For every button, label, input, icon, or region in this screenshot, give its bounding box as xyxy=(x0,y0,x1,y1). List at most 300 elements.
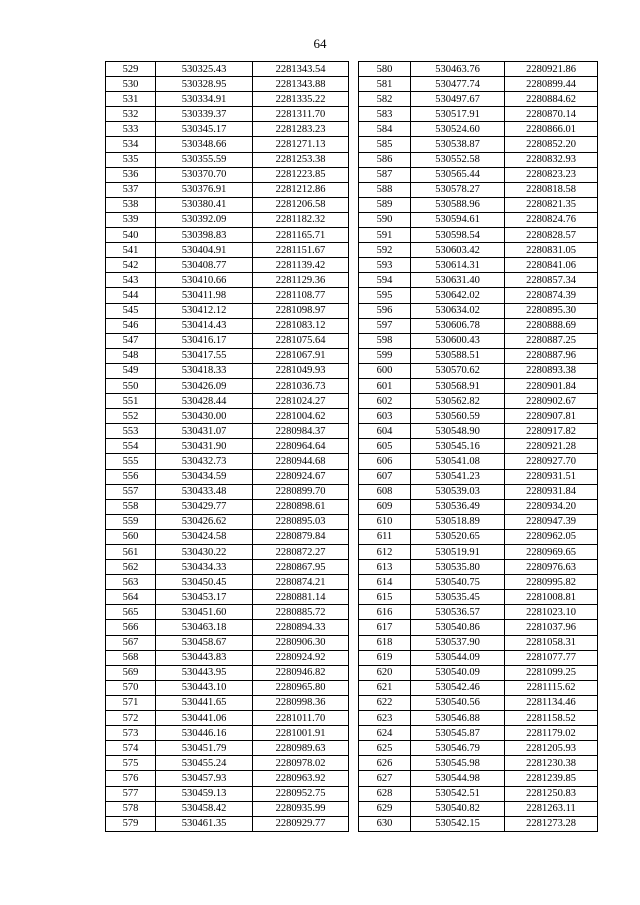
table-row xyxy=(106,378,349,393)
y-coordinate-cell: 2281206.58 xyxy=(253,197,349,212)
y-coordinate-cell: 2281098.97 xyxy=(253,303,349,318)
table-row xyxy=(359,469,598,484)
table-row xyxy=(359,726,598,741)
y-coordinate-cell: 2281151.67 xyxy=(253,243,349,258)
x-coordinate-cell: 530540.82 xyxy=(411,801,505,816)
table-row xyxy=(106,454,349,469)
table-row xyxy=(106,590,349,605)
page-number: 64 xyxy=(313,36,327,51)
y-coordinate-cell: 2281212.86 xyxy=(253,182,349,197)
y-coordinate-cell: 2281011.70 xyxy=(253,711,349,726)
x-coordinate-cell: 530429.77 xyxy=(156,499,253,514)
point-number-cell: 533 xyxy=(106,122,156,137)
y-coordinate-cell: 2281134.46 xyxy=(505,695,598,710)
point-number-cell: 570 xyxy=(106,680,156,695)
table-row xyxy=(359,529,598,544)
x-coordinate-cell: 530408.77 xyxy=(156,258,253,273)
x-coordinate-cell: 530453.17 xyxy=(156,590,253,605)
table-row xyxy=(359,560,598,575)
y-coordinate-cell: 2281283.23 xyxy=(253,122,349,137)
table-row xyxy=(359,590,598,605)
table-row xyxy=(106,107,349,122)
table-row xyxy=(106,62,349,77)
point-number-cell: 531 xyxy=(106,92,156,107)
y-coordinate-cell: 2281343.88 xyxy=(253,77,349,92)
y-coordinate-cell: 2280857.34 xyxy=(505,273,598,288)
y-coordinate-cell: 2281335.22 xyxy=(253,92,349,107)
x-coordinate-cell: 530348.66 xyxy=(156,137,253,152)
x-coordinate-cell: 530600.43 xyxy=(411,333,505,348)
point-number-cell: 564 xyxy=(106,590,156,605)
point-number-cell: 561 xyxy=(106,545,156,560)
point-number-cell: 597 xyxy=(359,318,411,333)
y-coordinate-cell: 2281263.11 xyxy=(505,801,598,816)
x-coordinate-cell: 530519.91 xyxy=(411,545,505,560)
point-number-cell: 554 xyxy=(106,439,156,454)
point-number-cell: 594 xyxy=(359,273,411,288)
point-number-cell: 557 xyxy=(106,484,156,499)
table-row xyxy=(106,212,349,227)
y-coordinate-cell: 2280927.70 xyxy=(505,454,598,469)
point-number-cell: 572 xyxy=(106,711,156,726)
y-coordinate-cell: 2281004.62 xyxy=(253,409,349,424)
table-row xyxy=(359,439,598,454)
point-number-cell: 576 xyxy=(106,771,156,786)
y-coordinate-cell: 2280907.81 xyxy=(505,409,598,424)
table-row xyxy=(106,273,349,288)
x-coordinate-cell: 530412.12 xyxy=(156,303,253,318)
point-number-cell: 577 xyxy=(106,786,156,801)
y-coordinate-cell: 2281205.93 xyxy=(505,741,598,756)
x-coordinate-cell: 530545.98 xyxy=(411,756,505,771)
x-coordinate-cell: 530542.46 xyxy=(411,680,505,695)
point-number-cell: 562 xyxy=(106,560,156,575)
table-row xyxy=(106,771,349,786)
table-row xyxy=(106,228,349,243)
y-coordinate-cell: 2281253.38 xyxy=(253,152,349,167)
point-number-cell: 609 xyxy=(359,499,411,514)
x-coordinate-cell: 530570.62 xyxy=(411,363,505,378)
point-number-cell: 546 xyxy=(106,318,156,333)
point-number-cell: 604 xyxy=(359,424,411,439)
y-coordinate-cell: 2280898.61 xyxy=(253,499,349,514)
y-coordinate-cell: 2281108.77 xyxy=(253,288,349,303)
y-coordinate-cell: 2280998.36 xyxy=(253,695,349,710)
point-number-cell: 538 xyxy=(106,197,156,212)
y-coordinate-cell: 2280944.68 xyxy=(253,454,349,469)
y-coordinate-cell: 2281165.71 xyxy=(253,228,349,243)
table-row xyxy=(106,424,349,439)
table-row xyxy=(359,167,598,182)
table-row xyxy=(359,575,598,590)
point-number-cell: 547 xyxy=(106,333,156,348)
y-coordinate-cell: 2280935.99 xyxy=(253,801,349,816)
y-coordinate-cell: 2280895.03 xyxy=(253,514,349,529)
table-row xyxy=(359,363,598,378)
x-coordinate-cell: 530539.03 xyxy=(411,484,505,499)
x-coordinate-cell: 530545.16 xyxy=(411,439,505,454)
table-row xyxy=(359,77,598,92)
y-coordinate-cell: 2280984.37 xyxy=(253,424,349,439)
point-number-cell: 553 xyxy=(106,424,156,439)
coordinates-table-right xyxy=(358,61,598,832)
y-coordinate-cell: 2281049.93 xyxy=(253,363,349,378)
table-row xyxy=(106,439,349,454)
table-row xyxy=(359,212,598,227)
x-coordinate-cell: 530443.83 xyxy=(156,650,253,665)
table-row xyxy=(359,771,598,786)
x-coordinate-cell: 530443.10 xyxy=(156,680,253,695)
x-coordinate-cell: 530404.91 xyxy=(156,243,253,258)
x-coordinate-cell: 530544.98 xyxy=(411,771,505,786)
point-number-cell: 611 xyxy=(359,529,411,544)
x-coordinate-cell: 530540.75 xyxy=(411,575,505,590)
table-row xyxy=(359,695,598,710)
table-row xyxy=(359,605,598,620)
y-coordinate-cell: 2280872.27 xyxy=(253,545,349,560)
x-coordinate-cell: 530541.08 xyxy=(411,454,505,469)
x-coordinate-cell: 530560.59 xyxy=(411,409,505,424)
y-coordinate-cell: 2280931.84 xyxy=(505,484,598,499)
point-number-cell: 578 xyxy=(106,801,156,816)
x-coordinate-cell: 530411.98 xyxy=(156,288,253,303)
y-coordinate-cell: 2281139.42 xyxy=(253,258,349,273)
point-number-cell: 549 xyxy=(106,363,156,378)
point-number-cell: 615 xyxy=(359,590,411,605)
x-coordinate-cell: 530431.90 xyxy=(156,439,253,454)
x-coordinate-cell: 530428.44 xyxy=(156,394,253,409)
y-coordinate-cell: 2280934.20 xyxy=(505,499,598,514)
x-coordinate-cell: 530463.76 xyxy=(411,62,505,77)
x-coordinate-cell: 530614.31 xyxy=(411,258,505,273)
table-row xyxy=(106,318,349,333)
x-coordinate-cell: 530441.65 xyxy=(156,695,253,710)
point-number-cell: 535 xyxy=(106,152,156,167)
table-row xyxy=(359,258,598,273)
x-coordinate-cell: 530426.62 xyxy=(156,514,253,529)
point-number-cell: 581 xyxy=(359,77,411,92)
x-coordinate-cell: 530450.45 xyxy=(156,575,253,590)
y-coordinate-cell: 2280884.62 xyxy=(505,92,598,107)
x-coordinate-cell: 530540.86 xyxy=(411,620,505,635)
y-coordinate-cell: 2280969.65 xyxy=(505,545,598,560)
y-coordinate-cell: 2281001.91 xyxy=(253,726,349,741)
point-number-cell: 617 xyxy=(359,620,411,635)
y-coordinate-cell: 2280995.82 xyxy=(505,575,598,590)
x-coordinate-cell: 530424.58 xyxy=(156,529,253,544)
point-number-cell: 568 xyxy=(106,650,156,665)
x-coordinate-cell: 530588.96 xyxy=(411,197,505,212)
point-number-cell: 575 xyxy=(106,756,156,771)
point-number-cell: 600 xyxy=(359,363,411,378)
y-coordinate-cell: 2281311.70 xyxy=(253,107,349,122)
y-coordinate-cell: 2281223.85 xyxy=(253,167,349,182)
x-coordinate-cell: 530370.70 xyxy=(156,167,253,182)
y-coordinate-cell: 2280963.92 xyxy=(253,771,349,786)
table-row xyxy=(359,650,598,665)
table-row xyxy=(106,575,349,590)
x-coordinate-cell: 530536.57 xyxy=(411,605,505,620)
x-coordinate-cell: 530520.65 xyxy=(411,529,505,544)
table-row xyxy=(106,303,349,318)
table-row xyxy=(106,786,349,801)
x-coordinate-cell: 530339.37 xyxy=(156,107,253,122)
y-coordinate-cell: 2281230.38 xyxy=(505,756,598,771)
y-coordinate-cell: 2280874.21 xyxy=(253,575,349,590)
x-coordinate-cell: 530497.67 xyxy=(411,92,505,107)
table-row xyxy=(106,167,349,182)
x-coordinate-cell: 530398.83 xyxy=(156,228,253,243)
point-number-cell: 551 xyxy=(106,394,156,409)
point-number-cell: 625 xyxy=(359,741,411,756)
point-number-cell: 624 xyxy=(359,726,411,741)
table-row xyxy=(359,197,598,212)
table-row xyxy=(106,545,349,560)
x-coordinate-cell: 530458.42 xyxy=(156,801,253,816)
table-row xyxy=(106,620,349,635)
x-coordinate-cell: 530542.15 xyxy=(411,816,505,831)
x-coordinate-cell: 530603.42 xyxy=(411,243,505,258)
x-coordinate-cell: 530451.79 xyxy=(156,741,253,756)
table-row xyxy=(106,363,349,378)
y-coordinate-cell: 2281024.27 xyxy=(253,394,349,409)
x-coordinate-cell: 530410.66 xyxy=(156,273,253,288)
point-number-cell: 618 xyxy=(359,635,411,650)
table-row xyxy=(359,545,598,560)
x-coordinate-cell: 530540.56 xyxy=(411,695,505,710)
y-coordinate-cell: 2280828.57 xyxy=(505,228,598,243)
x-coordinate-cell: 530578.27 xyxy=(411,182,505,197)
x-coordinate-cell: 530416.17 xyxy=(156,333,253,348)
x-coordinate-cell: 530546.88 xyxy=(411,711,505,726)
table-row xyxy=(106,605,349,620)
x-coordinate-cell: 530328.95 xyxy=(156,77,253,92)
table-row xyxy=(359,741,598,756)
point-number-cell: 610 xyxy=(359,514,411,529)
point-number-cell: 532 xyxy=(106,107,156,122)
table-row xyxy=(106,756,349,771)
point-number-cell: 574 xyxy=(106,741,156,756)
table-row xyxy=(106,469,349,484)
y-coordinate-cell: 2280921.86 xyxy=(505,62,598,77)
point-number-cell: 556 xyxy=(106,469,156,484)
x-coordinate-cell: 530441.06 xyxy=(156,711,253,726)
x-coordinate-cell: 530477.74 xyxy=(411,77,505,92)
y-coordinate-cell: 2280899.70 xyxy=(253,484,349,499)
y-coordinate-cell: 2281037.96 xyxy=(505,620,598,635)
table-row xyxy=(359,378,598,393)
y-coordinate-cell: 2280831.05 xyxy=(505,243,598,258)
point-number-cell: 603 xyxy=(359,409,411,424)
x-coordinate-cell: 530455.24 xyxy=(156,756,253,771)
point-number-cell: 563 xyxy=(106,575,156,590)
table-row xyxy=(359,107,598,122)
y-coordinate-cell: 2281115.62 xyxy=(505,680,598,695)
y-coordinate-cell: 2280952.75 xyxy=(253,786,349,801)
y-coordinate-cell: 2280879.84 xyxy=(253,529,349,544)
point-number-cell: 536 xyxy=(106,167,156,182)
table-row xyxy=(359,786,598,801)
table-row xyxy=(359,680,598,695)
x-coordinate-cell: 530451.60 xyxy=(156,605,253,620)
y-coordinate-cell: 2281179.02 xyxy=(505,726,598,741)
table-row xyxy=(359,318,598,333)
y-coordinate-cell: 2280901.84 xyxy=(505,378,598,393)
table-row xyxy=(359,499,598,514)
point-number-cell: 629 xyxy=(359,801,411,816)
table-row xyxy=(106,137,349,152)
point-number-cell: 623 xyxy=(359,711,411,726)
point-number-cell: 590 xyxy=(359,212,411,227)
y-coordinate-cell: 2281075.64 xyxy=(253,333,349,348)
y-coordinate-cell: 2280962.05 xyxy=(505,529,598,544)
x-coordinate-cell: 530458.67 xyxy=(156,635,253,650)
point-number-cell: 552 xyxy=(106,409,156,424)
x-coordinate-cell: 530568.91 xyxy=(411,378,505,393)
x-coordinate-cell: 530376.91 xyxy=(156,182,253,197)
x-coordinate-cell: 530540.09 xyxy=(411,665,505,680)
point-number-cell: 573 xyxy=(106,726,156,741)
point-number-cell: 537 xyxy=(106,182,156,197)
table-row xyxy=(106,243,349,258)
y-coordinate-cell: 2280824.76 xyxy=(505,212,598,227)
table-row xyxy=(106,665,349,680)
x-coordinate-cell: 530334.91 xyxy=(156,92,253,107)
table-row xyxy=(359,182,598,197)
point-number-cell: 614 xyxy=(359,575,411,590)
x-coordinate-cell: 530461.35 xyxy=(156,816,253,831)
table-row xyxy=(106,741,349,756)
y-coordinate-cell: 2280895.30 xyxy=(505,303,598,318)
point-number-cell: 544 xyxy=(106,288,156,303)
point-number-cell: 622 xyxy=(359,695,411,710)
x-coordinate-cell: 530634.02 xyxy=(411,303,505,318)
x-coordinate-cell: 530459.13 xyxy=(156,786,253,801)
point-number-cell: 591 xyxy=(359,228,411,243)
y-coordinate-cell: 2281077.77 xyxy=(505,650,598,665)
table-row xyxy=(106,348,349,363)
y-coordinate-cell: 2281273.28 xyxy=(505,816,598,831)
table-row xyxy=(106,333,349,348)
table-row xyxy=(106,635,349,650)
table-row xyxy=(359,288,598,303)
point-number-cell: 583 xyxy=(359,107,411,122)
point-number-cell: 613 xyxy=(359,560,411,575)
x-coordinate-cell: 530544.09 xyxy=(411,650,505,665)
point-number-cell: 567 xyxy=(106,635,156,650)
x-coordinate-cell: 530434.33 xyxy=(156,560,253,575)
y-coordinate-cell: 2281023.10 xyxy=(505,605,598,620)
table-row xyxy=(359,665,598,680)
table-row xyxy=(106,529,349,544)
x-coordinate-cell: 530535.45 xyxy=(411,590,505,605)
table-row xyxy=(359,756,598,771)
point-number-cell: 529 xyxy=(106,62,156,77)
x-coordinate-cell: 530443.95 xyxy=(156,665,253,680)
y-coordinate-cell: 2280852.20 xyxy=(505,137,598,152)
x-coordinate-cell: 530430.00 xyxy=(156,409,253,424)
y-coordinate-cell: 2280885.72 xyxy=(253,605,349,620)
x-coordinate-cell: 530565.44 xyxy=(411,167,505,182)
y-coordinate-cell: 2280899.44 xyxy=(505,77,598,92)
table-row xyxy=(106,499,349,514)
point-number-cell: 571 xyxy=(106,695,156,710)
table-row xyxy=(106,514,349,529)
point-number-cell: 530 xyxy=(106,77,156,92)
point-number-cell: 589 xyxy=(359,197,411,212)
table-row xyxy=(106,726,349,741)
x-coordinate-cell: 530457.93 xyxy=(156,771,253,786)
x-coordinate-cell: 530546.79 xyxy=(411,741,505,756)
table-row xyxy=(106,680,349,695)
point-number-cell: 628 xyxy=(359,786,411,801)
y-coordinate-cell: 2280887.96 xyxy=(505,348,598,363)
point-number-cell: 607 xyxy=(359,469,411,484)
x-coordinate-cell: 530548.90 xyxy=(411,424,505,439)
table-row xyxy=(359,409,598,424)
y-coordinate-cell: 2280924.92 xyxy=(253,650,349,665)
x-coordinate-cell: 530535.80 xyxy=(411,560,505,575)
y-coordinate-cell: 2281129.36 xyxy=(253,273,349,288)
point-number-cell: 586 xyxy=(359,152,411,167)
table-row xyxy=(106,152,349,167)
y-coordinate-cell: 2281058.31 xyxy=(505,635,598,650)
point-number-cell: 584 xyxy=(359,122,411,137)
x-coordinate-cell: 530345.17 xyxy=(156,122,253,137)
x-coordinate-cell: 530518.89 xyxy=(411,514,505,529)
point-number-cell: 593 xyxy=(359,258,411,273)
table-row xyxy=(359,137,598,152)
y-coordinate-cell: 2281036.73 xyxy=(253,378,349,393)
point-number-cell: 534 xyxy=(106,137,156,152)
table-row xyxy=(359,243,598,258)
y-coordinate-cell: 2281271.13 xyxy=(253,137,349,152)
table-row xyxy=(106,816,349,831)
point-number-cell: 555 xyxy=(106,454,156,469)
y-coordinate-cell: 2280832.93 xyxy=(505,152,598,167)
table-row xyxy=(106,77,349,92)
y-coordinate-cell: 2280965.80 xyxy=(253,680,349,695)
point-number-cell: 585 xyxy=(359,137,411,152)
point-number-cell: 543 xyxy=(106,273,156,288)
x-coordinate-cell: 530598.54 xyxy=(411,228,505,243)
y-coordinate-cell: 2280917.82 xyxy=(505,424,598,439)
point-number-cell: 582 xyxy=(359,92,411,107)
table-row xyxy=(359,711,598,726)
table-row xyxy=(106,484,349,499)
x-coordinate-cell: 530380.41 xyxy=(156,197,253,212)
x-coordinate-cell: 530594.61 xyxy=(411,212,505,227)
point-number-cell: 565 xyxy=(106,605,156,620)
table-row xyxy=(106,695,349,710)
y-coordinate-cell: 2280902.67 xyxy=(505,394,598,409)
point-number-cell: 595 xyxy=(359,288,411,303)
x-coordinate-cell: 530431.07 xyxy=(156,424,253,439)
x-coordinate-cell: 530325.43 xyxy=(156,62,253,77)
x-coordinate-cell: 530541.23 xyxy=(411,469,505,484)
point-number-cell: 596 xyxy=(359,303,411,318)
point-number-cell: 608 xyxy=(359,484,411,499)
y-coordinate-cell: 2280887.25 xyxy=(505,333,598,348)
point-number-cell: 592 xyxy=(359,243,411,258)
table-row xyxy=(106,182,349,197)
table-row xyxy=(106,650,349,665)
y-coordinate-cell: 2280921.28 xyxy=(505,439,598,454)
x-coordinate-cell: 530606.78 xyxy=(411,318,505,333)
point-number-cell: 627 xyxy=(359,771,411,786)
point-number-cell: 558 xyxy=(106,499,156,514)
point-number-cell: 550 xyxy=(106,378,156,393)
